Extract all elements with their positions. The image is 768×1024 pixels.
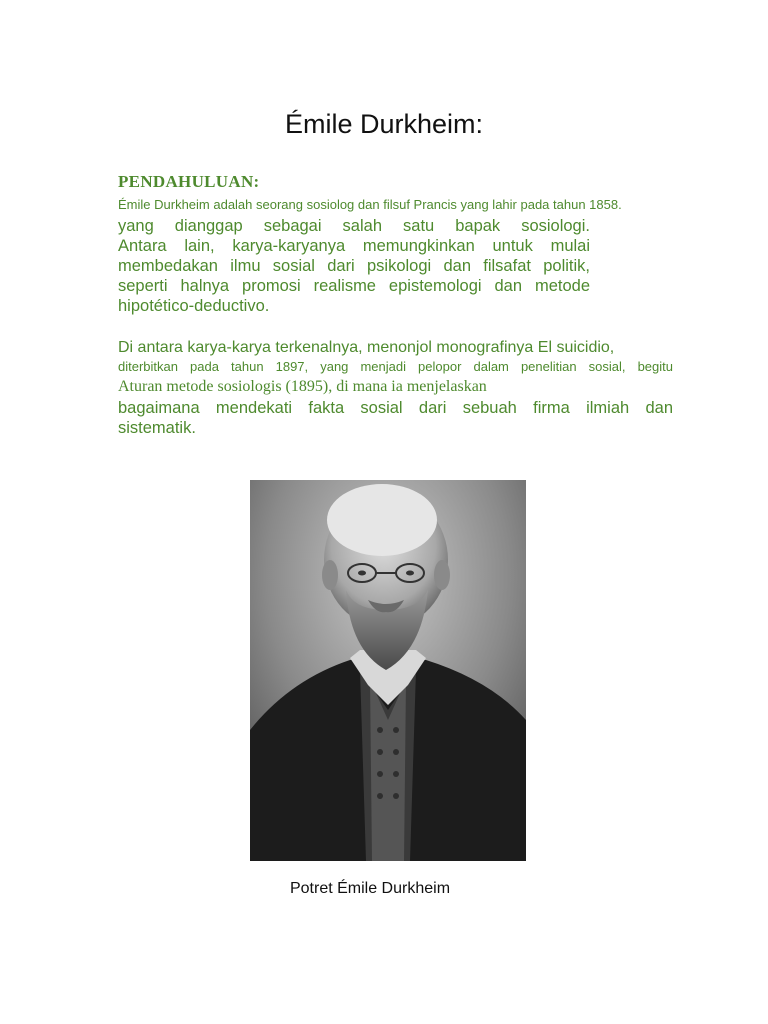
works-line-4: bagaimana mendekati fakta sosial dari sebuah firma ilmiah dan bbox=[118, 399, 673, 417]
section-heading: PENDAHULUAN: bbox=[118, 172, 260, 191]
intro-line-3: Antara lain, karya-karyanya memungkinkan untuk mulai bbox=[118, 237, 590, 255]
works-line-1: Di antara karya-karya terkenalnya, menonjol monografinya El suicidio, bbox=[118, 339, 615, 356]
portrait-photo bbox=[250, 480, 526, 861]
intro-line-4: membedakan ilmu sosial dari psikologi dan filsafat politik, bbox=[118, 257, 590, 275]
page-title: Émile Durkheim: bbox=[284, 109, 484, 139]
works-line-3: Aturan metode sosiologis (1895), di mana ia menjelaskan bbox=[118, 378, 487, 395]
works-line-5: sistematik. bbox=[118, 419, 196, 437]
portrait-image bbox=[250, 480, 526, 861]
intro-line-5: seperti halnya promosi realisme epistemologi dan metode bbox=[118, 277, 590, 295]
photo-caption: Potret Émile Durkheim bbox=[289, 880, 451, 897]
intro-line-1: Émile Durkheim adalah seorang sosiolog dan filsuf Prancis yang lahir pada tahun 1858. bbox=[118, 197, 622, 212]
intro-line-6: hipotético-deductivo. bbox=[118, 297, 270, 315]
works-line-2: diterbitkan pada tahun 1897, yang menjadi pelopor dalam penelitian sosial, begitu bbox=[118, 359, 673, 374]
intro-line-2: yang dianggap sebagai salah satu bapak sosiologi. bbox=[118, 217, 590, 235]
